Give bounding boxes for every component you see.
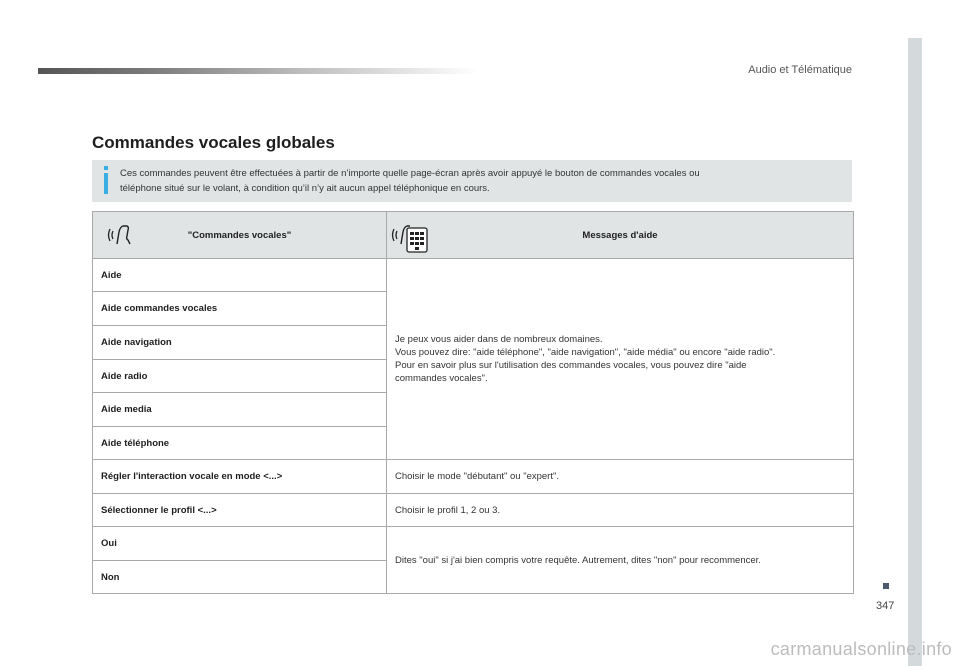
command-cell: Aide navigation xyxy=(93,326,387,360)
command-cell: Oui xyxy=(93,527,387,561)
header-gradient-bar xyxy=(38,68,478,74)
table-header-row xyxy=(93,212,854,259)
command-cell: Non xyxy=(93,561,387,594)
help-response-cell xyxy=(387,259,854,460)
command-cell: Régler l'interaction vocale en mode <...> xyxy=(93,460,387,494)
voice-command-icon xyxy=(105,220,135,250)
voice-commands-table xyxy=(92,211,854,594)
table-row xyxy=(93,494,854,527)
watermark: carmanualsonline.info xyxy=(770,639,952,659)
info-text-line2: téléphone situé sur le volant, à condition qu’il n’y ait aucun appel téléphonique en cours. xyxy=(120,183,490,194)
help-response-cell: Choisir le profil 1, 2 ou 3. xyxy=(387,494,854,527)
header-commands-label: "Commandes vocales" xyxy=(187,229,292,241)
page-number: 347 xyxy=(876,600,895,612)
command-cell: Sélectionner le profil <...> xyxy=(93,494,387,527)
info-icon xyxy=(101,166,111,196)
info-box xyxy=(92,160,852,202)
help-response-line: Pour en savoir plus sur l'utilisation des commandes vocales, vous pouvez dire "aide xyxy=(395,360,747,371)
page-edge-strip xyxy=(908,38,922,666)
command-cell: Aide téléphone xyxy=(93,427,387,460)
help-response-cell: Choisir le mode "débutant" ou "expert". xyxy=(387,460,854,494)
help-response-line: commandes vocales". xyxy=(395,373,488,384)
command-cell: Aide radio xyxy=(93,360,387,393)
table-row xyxy=(93,527,854,561)
voice-help-keypad-icon xyxy=(391,220,431,254)
command-cell: Aide commandes vocales xyxy=(93,292,387,326)
table-row xyxy=(93,460,854,494)
info-text-line1: Ces commandes peuvent être effectuées à partir de n’importe quelle page-écran après avoir appuyé le bouton de commandes vocales ou xyxy=(120,168,700,179)
page-title: Commandes vocales globales xyxy=(92,133,335,152)
help-response-line: Je peux vous aider dans de nombreux domaines. xyxy=(395,334,603,345)
page-marker xyxy=(883,583,889,589)
header-help-label: Messages d'aide xyxy=(582,229,658,241)
command-cell: Aide media xyxy=(93,393,387,427)
table-row xyxy=(93,259,854,292)
section-title: Audio et Télématique xyxy=(748,64,852,76)
help-response-cell: Dites "oui" si j'ai bien compris votre requête. Autrement, dites "non" pour recommencer. xyxy=(387,527,854,594)
header-commands xyxy=(93,212,387,259)
help-response-line: Vous pouvez dire: "aide téléphone", "aide navigation", "aide média" ou encore "aide radio". xyxy=(395,347,776,358)
header-help xyxy=(387,212,854,259)
command-cell: Aide xyxy=(93,259,387,292)
